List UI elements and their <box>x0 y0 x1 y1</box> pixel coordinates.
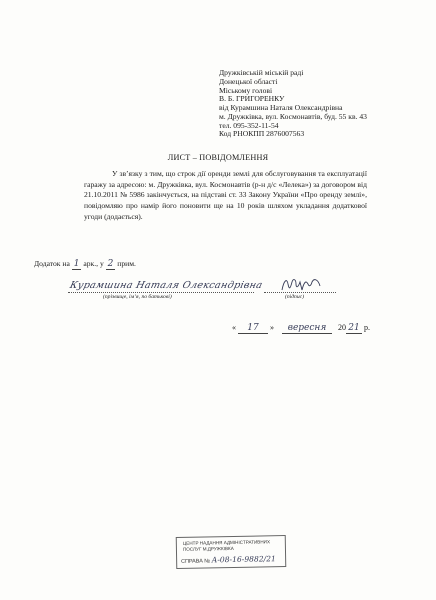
addressee-line: Дружківській міській раді <box>219 68 304 77</box>
date-year-unit: р. <box>364 323 370 332</box>
signature-line <box>264 292 336 293</box>
attachment-sheets: 1 <box>73 259 80 269</box>
signature-caption: (підпис) <box>285 294 304 300</box>
body-paragraph <box>84 169 367 223</box>
stamp-org-line: ЦЕНТР НАДАННЯ АДМІНІСТРАТИВНИХ <box>182 539 271 546</box>
stamp-registration <box>181 554 276 565</box>
addressee-block <box>219 69 431 139</box>
name-caption: (прізвище, ім’я, по батькові) <box>103 294 172 300</box>
attachment-prefix: Додаток на <box>34 259 70 268</box>
addressee-line: Міському голові <box>219 85 273 95</box>
stamp-reg-label: СПРАВА № <box>181 558 211 565</box>
addressee-line: Код РНОКПП 2876007563 <box>219 129 305 139</box>
name-line <box>68 292 254 293</box>
date-open-quote: « <box>232 323 236 332</box>
addressee-line: тел. 095-352-11-54 <box>219 120 279 130</box>
handwritten-name: Курамшина Наталя Олександрівна <box>68 280 264 291</box>
registration-stamp <box>176 535 287 569</box>
attachment-copies: 2 <box>107 259 114 269</box>
addressee-line: Донецької області <box>219 76 278 86</box>
attachment-suffix: прим. <box>117 259 136 268</box>
addressee-line: м. Дружківка, вул. Космонавтів, буд. 55 кв. 43 <box>219 111 367 121</box>
date-year-prefix: 20 <box>338 323 346 332</box>
addressee-line: В. Б. ГРИГОРЕНКУ <box>219 94 285 104</box>
date-month: вересня <box>282 323 332 334</box>
date-close-quote: » <box>270 323 274 332</box>
body-text: У зв’язку з тим, що строк дії оренди землі для обслуговування та експлуатації гаражу за адресою: м. Дружківка, вул. Космонавтів (р-н д/с «Лелека») за договором від 21.10.2011 № 5986 закінчується, на підставі ст. 33 Закону України «Про оренду землі», повідомляю про намір його поновити ще на 10 років шляхом укладання додаткової угоди (додається). <box>84 169 367 221</box>
attachment-line <box>34 259 136 269</box>
stamp-reg-number: А-08-16-9882/21 <box>211 554 276 565</box>
stamp-org-line: ПОСЛУГ М.ДРУЖКІВКА <box>182 545 234 552</box>
date-line <box>232 323 370 334</box>
date-year-suffix: 21 <box>346 323 362 334</box>
document-title: ЛИСТ – ПОВІДОМЛЕННЯ <box>167 153 269 162</box>
attachment-middle: арк., у <box>83 259 104 268</box>
date-day: 17 <box>238 323 268 334</box>
addressee-line: від Курамшина Наталя Олександрівна <box>219 103 343 112</box>
